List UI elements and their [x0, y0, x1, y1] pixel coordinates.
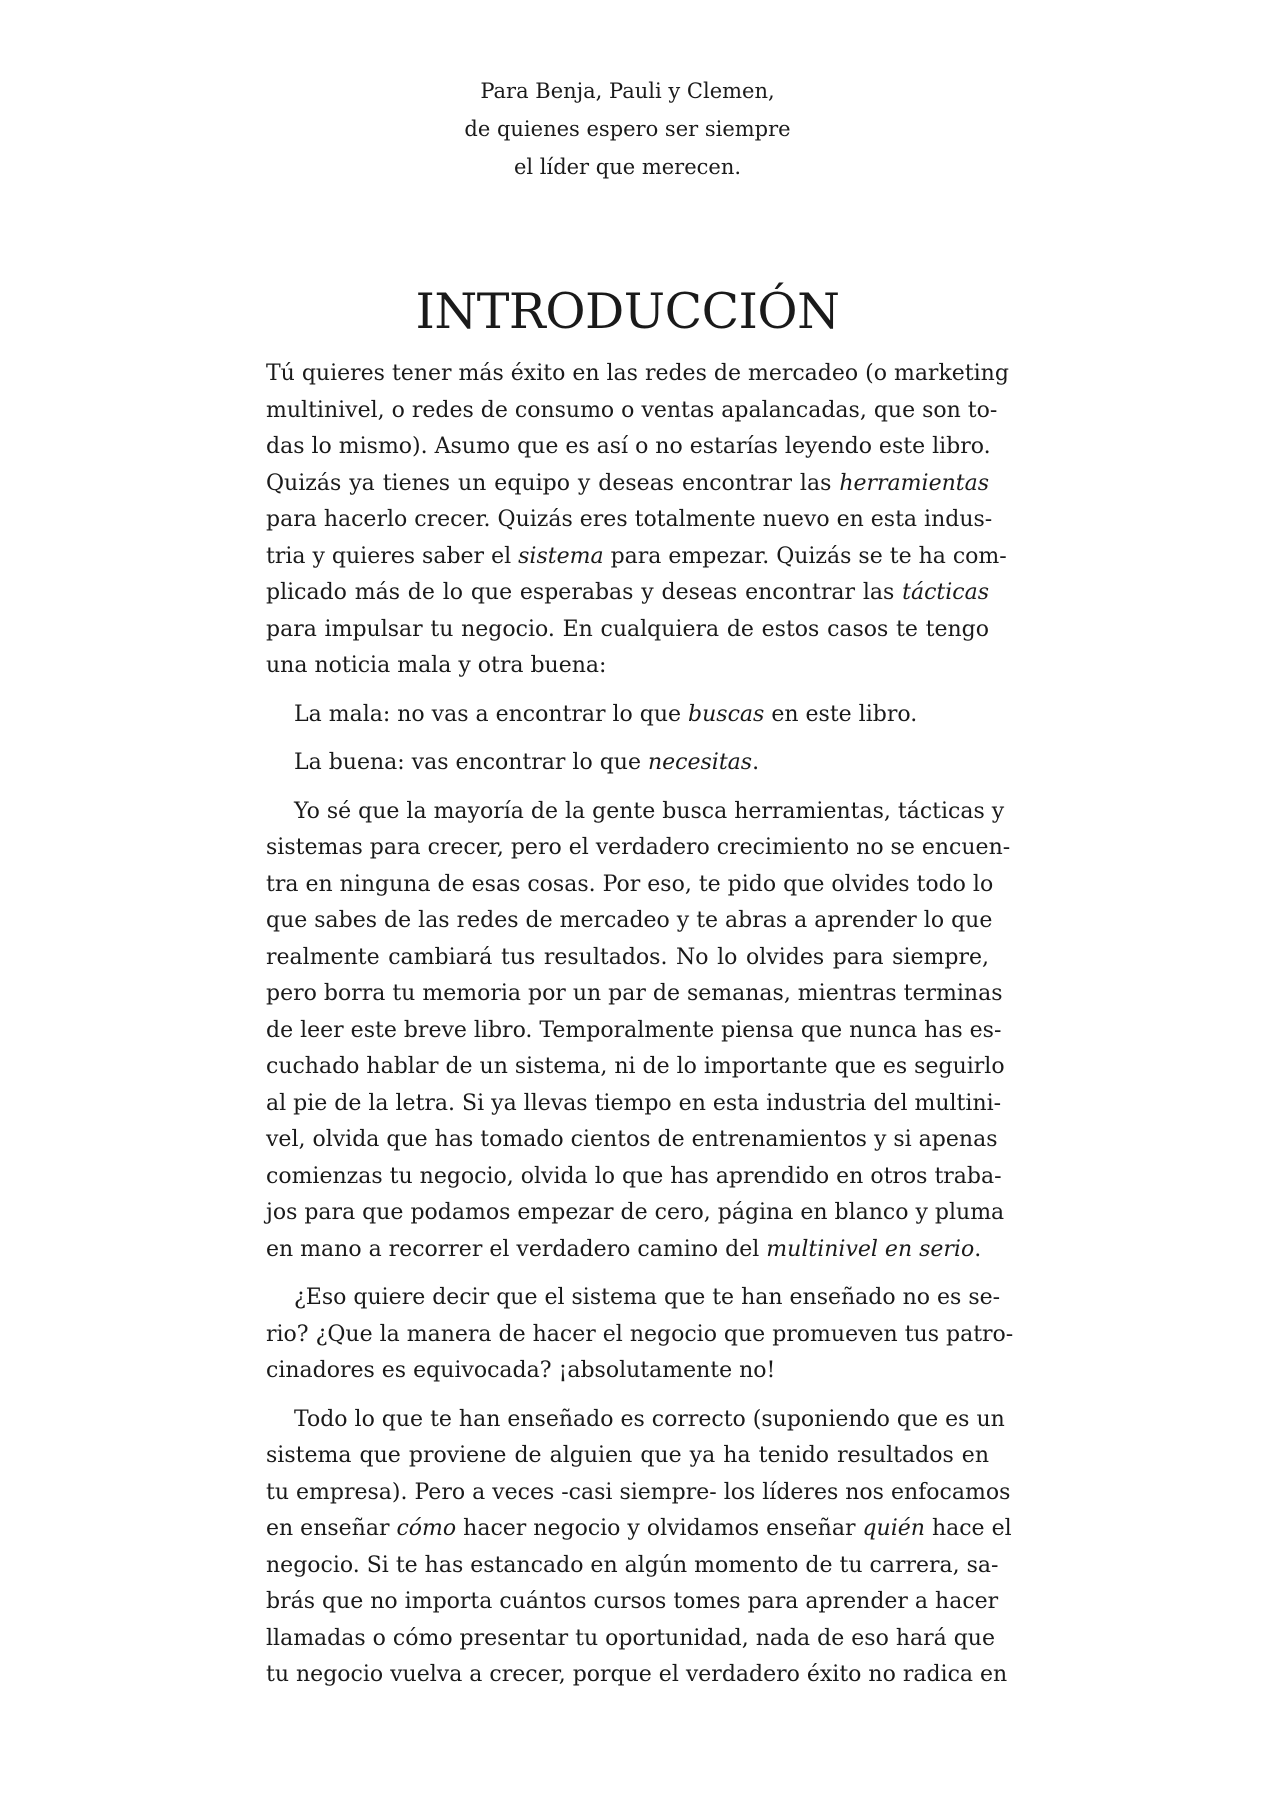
text-line	[266, 1511, 1012, 1548]
chapter-title: INTRODUCCIÓN	[415, 283, 840, 340]
text-run: .	[974, 1236, 982, 1262]
paragraph-correct	[266, 1402, 1012, 1694]
text-run: hace el	[924, 1516, 1012, 1541]
text-line: una noticia mala y otra buena:	[266, 653, 607, 678]
text-run: tria y quieres saber el	[266, 543, 519, 569]
text-line: Todo lo que te han enseñado es correcto (suponiendo que es un	[294, 1406, 1005, 1432]
text-line: Tú quieres tener más éxito en las redes de mercadeo (o marketing	[266, 361, 1009, 386]
text-run: hacer negocio y olvidamos enseñar	[456, 1516, 863, 1541]
paragraph-question	[266, 1280, 1014, 1390]
text-line	[266, 539, 1007, 576]
text-run: .	[752, 750, 760, 775]
text-line: Yo sé que la mayoría de la gente busca herramientas, tácticas y	[294, 798, 1005, 824]
text-run: La buena: vas encontrar lo que	[294, 750, 648, 775]
text-line: tu negocio vuelva a crecer, porque el verdadero éxito no radica en	[266, 1662, 1008, 1687]
chapter-body	[266, 356, 1014, 1706]
text-line: llamadas o cómo presentar tu oportunidad, nada de eso hará que	[266, 1625, 995, 1651]
text-run: La mala: no vas a encontrar lo que	[294, 701, 689, 727]
text-run: Quizás ya tienes un equipo y deseas encontrar las	[266, 470, 840, 496]
italic-term: cómo	[396, 1516, 457, 1541]
text-line: rio? ¿Que la manera de hacer el negocio que promueven tus patro-	[266, 1321, 1014, 1347]
text-line: negocio. Si te has estancado en algún momento de tu carrera, sa-	[266, 1552, 999, 1578]
text-line: realmente cambiará tus resultados. No lo olvides para siempre,	[266, 944, 989, 970]
text-run: en enseñar	[266, 1516, 397, 1541]
text-line: cinadores es equivocada? ¡absolutamente no!	[266, 1358, 776, 1383]
italic-term: sistema	[518, 543, 604, 569]
text-line: jos para que podamos empezar de cero, página en blanco y pluma	[266, 1200, 1005, 1225]
text-line: comienzas tu negocio, olvida lo que has aprendido en otros traba-	[266, 1163, 1002, 1189]
text-line	[266, 466, 989, 503]
text-line: que sabes de las redes de mercadeo y te abras a aprender lo que	[266, 908, 993, 933]
text-line: das lo mismo). Asumo que es así o no estarías leyendo este libro.	[266, 434, 991, 459]
text-line: sistemas para crecer, pero el verdadero crecimiento no se encuen-	[266, 835, 1011, 860]
italic-term: necesitas	[647, 750, 753, 775]
dedication-line: Para Benja, Pauli y Clemen,	[480, 79, 775, 103]
italic-term: multinivel en serio	[766, 1236, 975, 1262]
dedication-line: de quienes espero ser siempre	[464, 117, 791, 141]
text-line: vel, olvida que has tomado cientos de entrenamientos y si apenas	[266, 1127, 998, 1152]
paragraph-forget	[266, 794, 1011, 1269]
text-line: brás que no importa cuántos cursos tomes para aprender a hacer	[266, 1589, 999, 1614]
paragraph-good-news	[266, 745, 989, 782]
text-line: de leer este breve libro. Temporalmente piensa que nunca has es-	[266, 1017, 1002, 1043]
italic-term: quién	[862, 1516, 925, 1541]
text-line: para impulsar tu negocio. En cualquiera de estos casos te tengo	[266, 616, 989, 642]
text-line: cuchado hablar de un sistema, ni de lo importante que es seguirlo	[266, 1054, 1005, 1079]
italic-term: tácticas	[902, 580, 989, 605]
text-line: al pie de la letra. Si ya llevas tiempo en esta industria del multini-	[266, 1090, 1002, 1116]
text-run: en este libro.	[764, 701, 918, 727]
text-line: para hacerlo crecer. Quizás eres totalmente nuevo en esta indus-	[266, 507, 993, 532]
dedication	[266, 72, 989, 186]
paragraph-intro	[266, 356, 1009, 685]
text-line: sistema que proviene de alguien que ya ha tenido resultados en	[266, 1443, 989, 1468]
text-line	[266, 575, 989, 612]
text-line: ¿Eso quiere decir que el sistema que te han enseñado no es se-	[294, 1285, 1001, 1310]
text-line	[266, 1232, 989, 1269]
italic-term: herramientas	[839, 470, 989, 496]
text-run: plicado más de lo que esperabas y deseas encontrar las	[266, 580, 903, 605]
italic-term: buscas	[688, 701, 765, 727]
text-line: tu empresa). Pero a veces -casi siempre- los líderes nos enfocamos	[266, 1479, 1011, 1505]
text-run: para empezar. Quizás se te ha com-	[603, 543, 1007, 569]
dedication-line: el líder que merecen.	[513, 155, 742, 179]
text-line: pero borra tu memoria por un par de semanas, mientras terminas	[266, 981, 1003, 1006]
text-line: tra en ninguna de esas cosas. Por eso, te pido que olvides todo lo	[266, 871, 994, 897]
paragraph-bad-news	[266, 697, 989, 734]
text-run: en mano a recorrer el verdadero camino del	[266, 1236, 767, 1262]
text-line: multinivel, o redes de consumo o ventas apalancadas, que son to-	[266, 397, 998, 423]
